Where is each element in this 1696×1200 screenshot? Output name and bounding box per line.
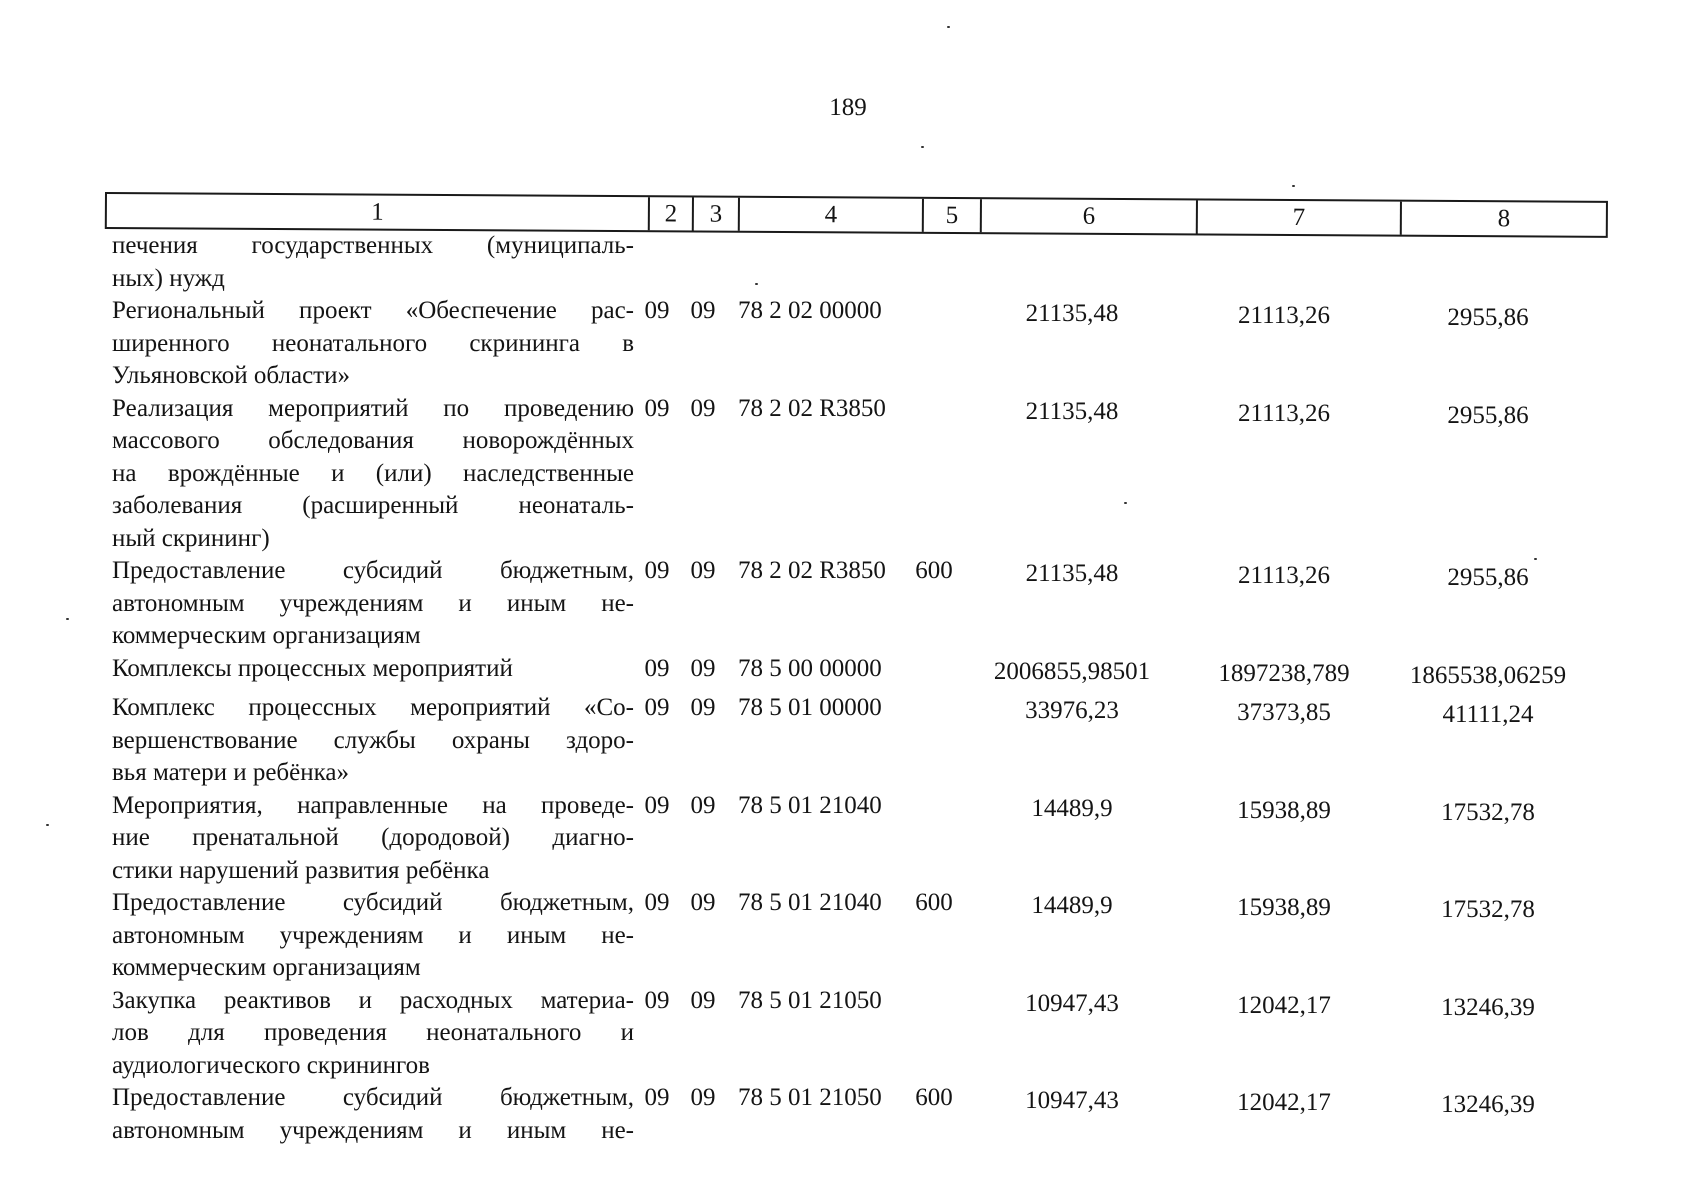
cell-col-6: 2006855,98501	[993, 657, 1151, 685]
cell-col-5	[904, 692, 964, 790]
description-line: на врождённые и (или) наследственные	[112, 459, 634, 487]
cell-col-2: 09	[644, 654, 670, 682]
cell-col-8: 41111,24	[1442, 701, 1534, 728]
description-line: Предоставление субсидий бюджетным,	[112, 889, 634, 916]
description-line: Мероприятия, направленные на проведе-	[112, 791, 634, 819]
cell-col-5	[904, 790, 964, 888]
header-col-2: 2	[650, 197, 694, 230]
description-line: аудиологического скринингов	[112, 1051, 430, 1079]
cell-col-5: 600	[915, 1084, 953, 1111]
cell-col-6: 10947,43	[1025, 1087, 1119, 1114]
cell-col-7: 12042,17	[1237, 991, 1331, 1019]
table-row	[0, 1082, 1696, 1147]
cell-col-8: 2955,86	[1447, 304, 1529, 331]
cell-col-3: 09	[690, 694, 716, 721]
description-line: Комплекс процессных мероприятий «Со-	[112, 694, 634, 721]
cell-col-8: 17532,78	[1441, 896, 1535, 923]
scan-speck	[46, 824, 49, 826]
cell-col-3: 09	[690, 654, 716, 682]
row-description	[112, 887, 634, 985]
row-description	[112, 295, 634, 393]
cell-col-6: 14489,9	[1031, 794, 1113, 822]
cell-col-8: 2955,86	[1447, 564, 1529, 591]
row-description	[112, 692, 634, 790]
table-body	[0, 230, 1696, 1147]
description-line: ширенного неонатального скрининга в	[112, 329, 634, 357]
cell-col-5: 600	[915, 557, 953, 584]
header-col-4: 4	[740, 198, 924, 232]
row-description	[112, 653, 634, 693]
cell-col-5	[904, 393, 964, 556]
scan-speck	[1534, 558, 1537, 560]
row-description	[112, 555, 634, 653]
cell-col-7	[1180, 230, 1388, 295]
scan-speck	[66, 618, 69, 620]
cell-col-2: 09	[644, 1084, 670, 1111]
cell-col-8: 1865538,06259	[1409, 661, 1567, 689]
description-line: вершенствование службы охраны здоро-	[112, 726, 634, 754]
scan-speck	[1292, 185, 1295, 187]
cell-col-5	[904, 230, 964, 295]
cell-col-3: 09	[690, 1084, 716, 1111]
cell-col-7: 12042,17	[1237, 1089, 1331, 1116]
cell-col-8: 13246,39	[1441, 993, 1535, 1021]
description-line: коммерческим организациям	[112, 622, 421, 649]
description-line: лов для проведения неонатального и	[112, 1019, 634, 1046]
cell-col-7: 21113,26	[1238, 562, 1330, 589]
table-row	[0, 985, 1696, 1083]
description-line: коммерческим организациям	[112, 954, 421, 981]
cell-col-3: 09	[690, 557, 716, 584]
table-row	[0, 393, 1696, 556]
cell-col-5: 600	[915, 889, 953, 916]
table-row	[0, 653, 1696, 693]
header-col-6: 6	[982, 199, 1198, 233]
cell-col-7: 1897238,789	[1218, 659, 1350, 687]
cell-col-4: 78 2 02 00000	[738, 297, 882, 324]
row-description	[112, 985, 634, 1083]
scan-speck	[947, 26, 950, 28]
cell-col-4: 78 5 01 21040	[738, 791, 882, 819]
description-line: Закупка реактивов и расходных материа-	[112, 986, 634, 1014]
cell-col-7: 15938,89	[1237, 796, 1331, 824]
description-line: Региональный проект «Обеспечение рас-	[112, 297, 634, 324]
description-line: печения государственных (муниципаль-	[112, 232, 634, 259]
cell-col-2: 09	[644, 297, 670, 324]
cell-col-2: 09	[644, 694, 670, 721]
cell-col-6: 33976,23	[1025, 697, 1119, 724]
description-line: заболевания (расширенный неонаталь-	[112, 492, 634, 519]
header-col-1: 1	[107, 194, 650, 230]
cell-col-3	[680, 230, 726, 295]
cell-col-4: 78 5 01 21050	[738, 1084, 882, 1111]
cell-col-3: 09	[690, 986, 716, 1014]
row-description	[112, 790, 634, 888]
table-row	[0, 230, 1696, 295]
cell-col-7: 37373,85	[1237, 699, 1331, 726]
description-line: Реализация мероприятий по проведению	[112, 394, 634, 422]
table-row	[0, 692, 1696, 790]
cell-col-2: 09	[644, 394, 670, 422]
cell-col-5	[904, 653, 964, 693]
cell-col-4	[726, 230, 904, 295]
cell-col-6: 14489,9	[1031, 892, 1113, 919]
scan-speck	[755, 283, 758, 285]
cell-col-8: 17532,78	[1441, 798, 1535, 826]
description-line: автономным учреждениям и иным не-	[112, 921, 634, 949]
description-line: Предоставление субсидий бюджетным,	[112, 557, 634, 584]
description-line: ный скрининг)	[112, 524, 270, 552]
scan-speck	[921, 146, 924, 148]
cell-col-7: 21113,26	[1238, 302, 1330, 329]
cell-col-2: 09	[644, 986, 670, 1014]
cell-col-3: 09	[690, 297, 716, 324]
scan-speck	[1124, 502, 1127, 504]
cell-col-7: 15938,89	[1237, 894, 1331, 921]
cell-col-6: 21135,48	[1025, 560, 1119, 587]
cell-col-7: 21113,26	[1238, 399, 1330, 427]
row-description	[112, 230, 634, 295]
cell-col-2: 09	[644, 889, 670, 916]
table-row	[0, 555, 1696, 653]
cell-col-4: 78 2 02 R3850	[738, 394, 886, 422]
cell-col-3: 09	[690, 394, 716, 422]
description-line: Ульяновской области»	[112, 362, 350, 389]
cell-col-3: 09	[690, 791, 716, 819]
cell-col-4: 78 5 01 00000	[738, 694, 882, 721]
table-row	[0, 295, 1696, 393]
table-row	[0, 790, 1696, 888]
cell-col-3: 09	[690, 889, 716, 916]
description-line: автономным учреждениям и иным не-	[112, 589, 634, 617]
description-line: стики нарушений развития ребёнка	[112, 856, 490, 884]
description-line: массового обследования новорождённых	[112, 427, 634, 454]
header-col-8: 8	[1497, 205, 1511, 233]
cell-col-4: 78 5 00 00000	[738, 654, 882, 682]
cell-col-2: 09	[644, 791, 670, 819]
cell-col-6: 21135,48	[1025, 300, 1119, 327]
description-line: ние пренатальной (дородовой) диагно-	[112, 824, 634, 851]
row-description	[112, 393, 634, 556]
row-description	[112, 1082, 634, 1147]
header-col-7: 7	[1198, 200, 1402, 234]
description-line: вья матери и ребёнка»	[112, 759, 349, 786]
table-row	[0, 887, 1696, 985]
cell-col-8	[1388, 230, 1588, 295]
header-col-3: 3	[694, 197, 740, 230]
cell-col-8: 2955,86	[1447, 401, 1529, 429]
cell-col-8: 13246,39	[1441, 1091, 1535, 1118]
cell-col-6	[964, 230, 1180, 295]
cell-col-2: 09	[644, 557, 670, 584]
cell-col-5	[904, 985, 964, 1083]
cell-col-5	[904, 295, 964, 393]
cell-col-6: 10947,43	[1025, 989, 1119, 1017]
description-line: Предоставление субсидий бюджетным,	[112, 1084, 634, 1111]
page-number: 189	[829, 94, 867, 121]
description-line: автономным учреждениям и иным не-	[112, 1116, 634, 1144]
header-col-5: 5	[924, 199, 982, 232]
cell-col-4: 78 5 01 21040	[738, 889, 882, 916]
cell-col-6: 21135,48	[1025, 397, 1119, 425]
description-line: ных) нужд	[112, 264, 225, 292]
cell-col-4: 78 2 02 R3850	[738, 557, 886, 584]
cell-col-2	[634, 230, 680, 295]
description-line: Комплексы процессных мероприятий	[112, 654, 513, 682]
cell-col-4: 78 5 01 21050	[738, 986, 882, 1014]
